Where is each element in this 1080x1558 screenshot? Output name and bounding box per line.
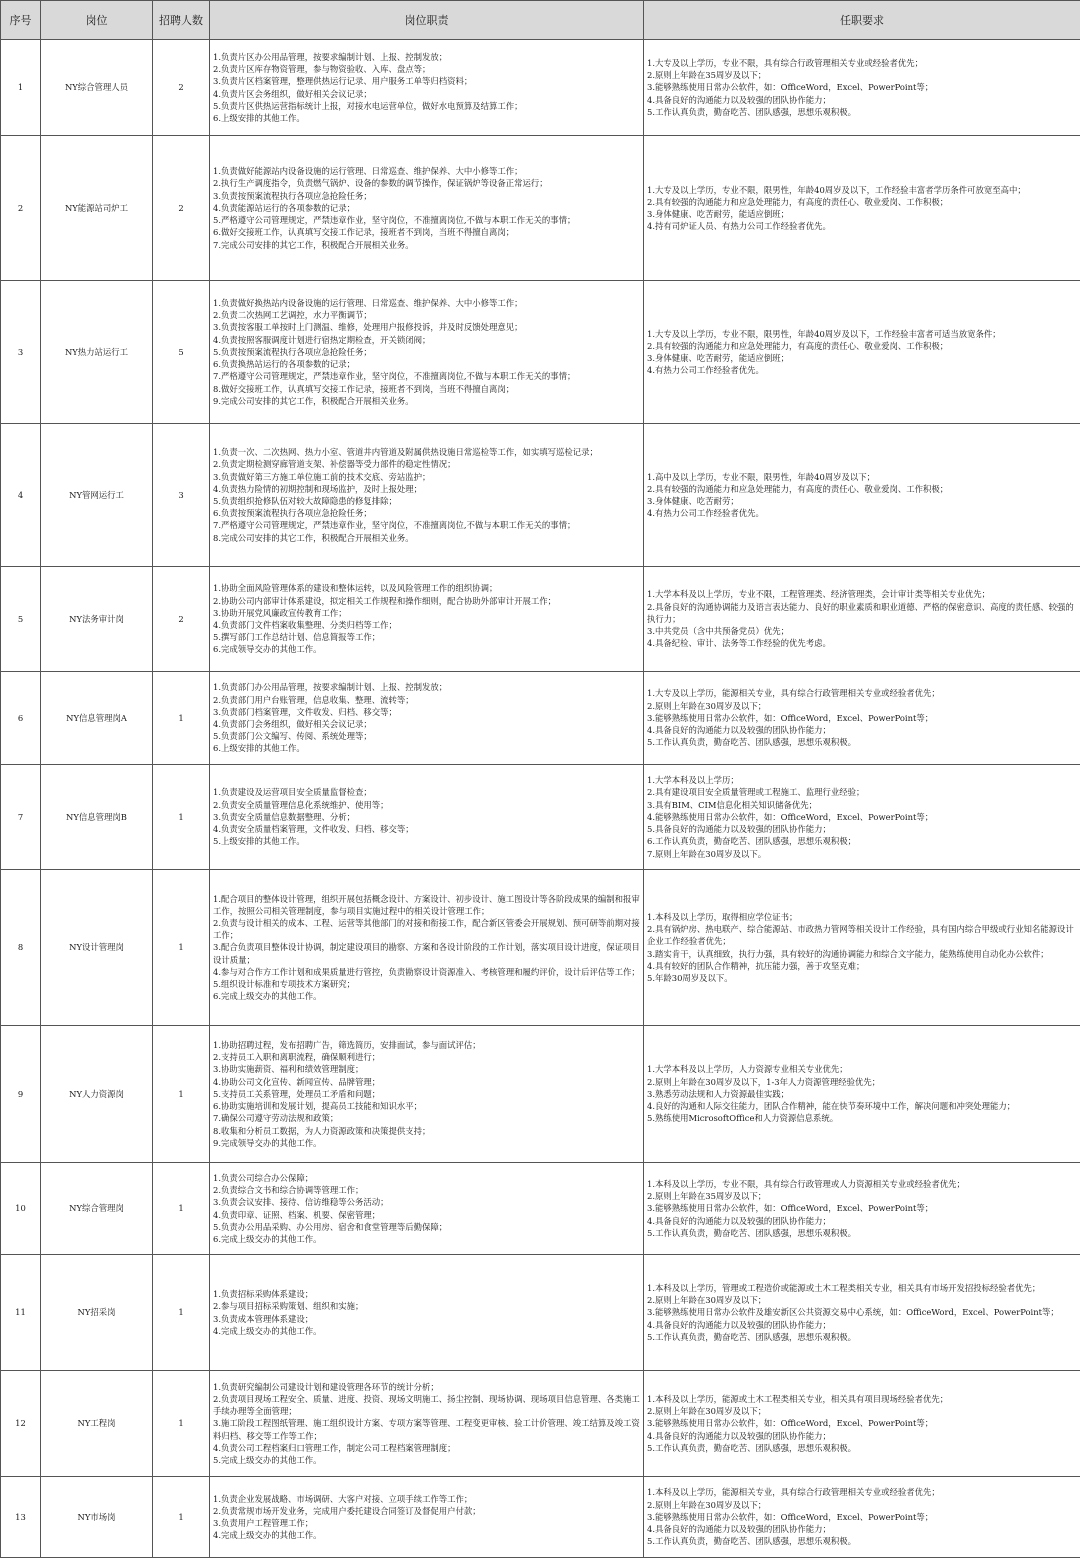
duty-item: 4.完成上级交办的其他工作。 [213,1325,322,1336]
header-duties: 岗位职责 [210,1,644,40]
duty-item: 7.严格遵守公司管理规定，严禁违章作业，坚守岗位，不准擅离岗位,不做与本职工作无关的事情； [213,371,576,382]
duty-item: 6.负责按预案流程执行各项应急抢险任务； [213,508,372,519]
requirement-item: 2.原则上年龄在30周岁及以下； [647,1295,767,1306]
requirements-cell [644,136,1080,281]
duty-item: 6.负责换热站运行的各项参数的记录； [213,359,355,370]
duty-item: 7.确保公司遵守劳动法规和政策； [213,1113,339,1124]
duty-item: 5.负责组织抢修队伍对较大故障隐患的修复排除； [213,496,397,506]
duties-cell [210,567,644,672]
requirements-cell [644,1255,1080,1371]
duty-item: 2.执行生产调度指令，负责燃气锅炉、设备的参数的调节操作，保证锅炉等设备正常运行； [213,178,548,189]
table-row [1,136,1080,281]
duty-item: 4.负责部门会务组织，做好相关会议记录； [213,719,372,729]
row-number: 10 [1,1163,41,1255]
hire-count: 1 [153,1163,210,1255]
duty-item: 9.完成领导交办的其他工作。 [213,1137,322,1148]
requirement-item: 2.原则上年龄在30周岁及以下，1-3年人力资源管理经验优先； [647,1076,881,1087]
requirement-item: 3.身体健康、吃苦耐劳； [647,496,739,506]
duty-item: 5.组织设计标准和专项技术方案研究； [213,979,355,989]
duty-item: 1.负责研究编制公司建设计划和建设管理各环节的统计分析； [213,1381,439,1392]
duty-item: 4.负责印章、证照、档案、机要、保密管理； [213,1209,381,1220]
duties-cell [210,1477,644,1558]
requirement-item: 1.本科及以上学历，能源相关专业，具有综合行政管理相关专业或经验者优先； [647,1487,940,1498]
header-requirements: 任职要求 [644,1,1080,40]
duty-item: 8.做好交接班工作，认真填写交接工作记录，接班者不到岗，当班不得擅自离岗； [213,383,515,394]
requirement-item: 1.高中及以上学历，专业不限，限男性，年龄40周岁及以下； [647,471,876,482]
duty-item: 7.完成公司安排的其它工作，积极配合开展相关业务。 [213,239,414,250]
duty-item: 1.负责部门办公用品管理，按要求编制计划、上报、控制发放； [213,682,448,693]
duty-item: 3.负责按预案流程执行各项应急抢险任务； [213,190,372,201]
table-body [1,40,1080,1558]
duties-cell [210,281,644,424]
duty-item: 5.负责片区供热运营指标统计上报，对接水电运营单位，做好水电预算及结算工作； [213,100,523,111]
duty-item: 3.配合负责项目整体设计协调，制定建设项目的勘察、方案和各设计阶段的工作计划，落实项目设计进度，保证项目设计质量； [213,942,640,965]
requirements-cell [644,281,1080,424]
duty-item: 2.负责定期检测穿廊管道支架、补偿器等受力部件的稳定性情况； [213,459,456,470]
requirement-item: 4.具备良好的沟通能力以及较强的团队协作能力； [647,1524,831,1535]
requirements-cell [644,424,1080,567]
requirements-cell [644,1163,1080,1255]
duty-item: 4.负责公司工程档案归口管理工作，制定公司工程档案管理制度； [213,1442,456,1453]
duty-item: 2.负责常规市场开发业务，完成用户委托建设合同签订及督促用户付款； [213,1505,481,1516]
duty-item: 1.负责建设及运营项目安全质量监督检查； [213,787,372,798]
table-row [1,672,1080,765]
duty-item: 3.负责做好第三方施工单位施工前的技术交底、旁站监护； [213,471,431,482]
duties-cell [210,1026,644,1163]
requirement-item: 5.具备良好的沟通能力以及较强的团队协作能力； [647,824,831,835]
requirement-item: 3.能够熟练使用日常办公软件及雄安新区公共资源交易中心系统，如：OfficeWord，Excel、PowerPoint等； [647,1307,1059,1318]
duty-item: 2.协助公司内部审计体系建设，拟定相关工作规程和操作细则，配合协助外部审计开展工作； [213,595,556,606]
hire-count: 2 [153,40,210,136]
requirement-item: 3.身体健康、吃苦耐劳，能适应倒班； [647,353,789,363]
duty-item: 4.负责按照客服调度计划进行宿热定期检查，开关锁闭阀； [213,334,431,345]
duty-item: 4.负责安全质量档案管理，文件收发、归档、移交等； [213,824,414,835]
duty-item: 6.上级安排的其他工作。 [213,112,305,123]
requirement-item: 4.具备纪检、审计、法务等工作经验的优先考虑。 [647,638,831,649]
requirement-item: 4.具备良好的沟通能力以及较强的团队协作能力； [647,1215,831,1226]
duty-item: 3.负责片区档案管理，整理供热运行记录、用户服务工单等归档资料； [213,76,473,87]
duty-item: 9.完成公司安排的其它工作，积极配合开展相关业务。 [213,395,414,406]
duty-item: 3.负责部门档案管理，文件收发、归档、移交等； [213,706,397,717]
row-number: 12 [1,1371,41,1477]
requirements-cell [644,1477,1080,1558]
position-name: NY信息管理岗B [41,765,153,870]
requirement-item: 5.工作认真负责，勤奋吃苦、团队感强，思想乐观积极。 [647,1331,856,1342]
duty-item: 5.完成上级交办的其他工作。 [213,1455,322,1465]
hire-count: 5 [153,281,210,424]
requirement-item: 4.良好的沟通和人际交往能力，团队合作精神，能在快节奏环境中工作，解决问题和冲突处理能力； [647,1101,1016,1112]
duty-item: 5.负责部门公文编写、传阅、系统处理等； [213,731,372,742]
duty-item: 1.负责做好换热站内设备设施的运行管理、日常巡查、维护保养、大中小修等工作； [213,298,523,309]
row-number: 8 [1,870,41,1026]
requirement-item: 5.工作认真负责，勤奋吃苦、团队感强，思想乐观积极。 [647,1536,856,1547]
hire-count: 1 [153,765,210,870]
table-row [1,1371,1080,1477]
duty-item: 5.严格遵守公司管理规定，严禁违章作业，坚守岗位，不准擅离岗位,不做与本职工作无关的事情； [213,215,576,226]
requirement-item: 2.具备良好的沟通协调能力及语言表达能力、良好的职业素质和职业道德、严格的保密意识、高度的责任感、较强的执行力； [647,601,1074,624]
requirement-item: 5.工作认真负责，勤奋吃苦、团队感强，思想乐观积极。 [647,1442,856,1453]
requirements-cell [644,1026,1080,1163]
position-name: NY市场岗 [41,1477,153,1558]
requirement-item: 3.能够熟练使用日常办公软件，如：OfficeWord，Excel、PowerPoint等； [647,1203,934,1214]
duty-item: 1.负责片区办公用品管理，按要求编制计划、上报、控制发放； [213,51,448,62]
hire-count: 3 [153,424,210,567]
duty-item: 3.施工阶段工程图纸管理、施工组织设计方案、专项方案等管理、工程变更审核、验工计价管理、竣工结算及竣工资料归档、移交等工作等工作； [213,1418,640,1441]
requirement-item: 1.本科及以上学历，能源或土木工程类相关专业，相关具有项目现场经验者优先； [647,1393,949,1404]
requirement-item: 4.有热力公司工作经验者优先。 [647,365,764,376]
duty-item: 6.协助实施培训和发展计划，提高员工技能和知识水平； [213,1101,422,1112]
duty-item: 6.做好交接班工作，认真填写交接工作记录，接班者不到岗，当班不得擅自离岗； [213,227,515,238]
requirement-item: 5.工作认真负责，勤奋吃苦、团队感强，思想乐观积极。 [647,1227,856,1238]
duty-item: 1.负责企业发展战略、市场调研、大客户对接、立项手续工作等工作； [213,1493,473,1504]
table-row [1,765,1080,870]
requirements-cell [644,765,1080,870]
duty-item: 2.负责片区库存物资管理，参与物资验收、入库、盘点等； [213,64,431,75]
requirements-cell [644,870,1080,1026]
table-row [1,1026,1080,1163]
position-name: NY工程岗 [41,1371,153,1477]
requirement-item: 1.大学本科及以上学历，人力资源专业相关专业优先； [647,1064,848,1075]
requirement-item: 5.熟练使用MicrosoftOffice和人力资源信息系统。 [647,1113,839,1124]
requirements-cell [644,672,1080,765]
requirement-item: 7.原则上年龄在30周岁及以下。 [647,848,767,859]
position-name: NY综合管理岗 [41,1163,153,1255]
hire-count: 2 [153,567,210,672]
duty-item: 4.负责能源站运行的各项参数的记录； [213,202,355,213]
table-row [1,40,1080,136]
header-no: 序号 [1,1,41,40]
requirement-item: 2.具有建设项目安全质量管理或工程施工、监理行业经验； [647,787,865,798]
duty-item: 2.负责安全质量管理信息化系统维护、使用等； [213,799,389,810]
requirement-item: 1.大学本科及以上学历，专业不限，工程管理类、经济管理类，会计审计类等相关专业优先； [647,589,990,600]
hire-count: 2 [153,136,210,281]
duties-cell [210,424,644,567]
requirement-item: 4.有热力公司工作经验者优先。 [647,508,764,519]
table-row [1,1255,1080,1371]
position-name: NY热力站运行工 [41,281,153,424]
requirement-item: 4.能够熟练使用日常办公软件，如：OfficeWord，Excel、PowerPoint等； [647,811,934,822]
row-number: 11 [1,1255,41,1371]
duty-item: 3.负责成本管理体系建设； [213,1313,314,1324]
duty-item: 4.负责热力险情的初期控制和现场监护，及时上报处理； [213,483,422,494]
requirements-cell [644,567,1080,672]
duty-item: 2.负责综合文书和综合协调等管理工作； [213,1185,364,1196]
requirement-item: 3.能够熟练使用日常办公软件，如：OfficeWord，Excel、PowerPoint等； [647,82,934,93]
requirement-item: 2.原则上年龄在30周岁及以下； [647,1499,767,1510]
duty-item: 4.完成上级交办的其他工作。 [213,1530,322,1541]
duty-item: 2.负责部门用户台账管理，信息收集、整理、流转等； [213,694,414,705]
position-name: NY设计管理岗 [41,870,153,1026]
duty-item: 2.负责项目现场工程安全、质量、进度、投资、现场文明施工、扬尘控制、现场协调、现场项目信息管理、各类施工手续办理等全面管理； [213,1393,640,1417]
requirement-item: 3.踏实肯干，认真细致，执行力强，具有较好的沟通协调能力和综合文字能力，能熟练使用自动化办公软件； [647,948,1049,959]
table-row [1,281,1080,424]
hire-count: 1 [153,870,210,1026]
duty-item: 6.上级安排的其他工作。 [213,743,305,754]
requirement-item: 2.具有锅炉房、热电联产、综合能源站、市政热力管网等相关设计工作经验，具有国内综合甲级或行业知名能源设计企业工作经验者优先； [647,924,1074,947]
requirement-item: 3.中共党员（含中共预备党员）优先； [647,626,789,637]
requirement-item: 3.熟悉劳动法规和人力资源最佳实践； [647,1088,789,1099]
position-name: NY综合管理人员 [41,40,153,136]
header-position: 岗位 [41,1,153,40]
duty-item: 3.协助实施薪资、福利和绩效管理制度； [213,1064,364,1075]
duty-item: 3.负责用户工程管理工作； [213,1518,314,1528]
duties-cell [210,1255,644,1371]
duty-item: 6.完成领导交办的其他工作。 [213,644,322,655]
duty-item: 1.负责做好能源站内设备设施的运行管理、日常巡查、维护保养、大中小修等工作； [213,166,523,177]
requirement-item: 1.本科及以上学历，取得相应学位证书； [647,911,798,922]
duties-cell [210,870,644,1026]
requirement-item: 2.具有较强的沟通能力和应急处理能力，有高度的责任心、敬业爱岗、工作积极； [647,340,949,351]
requirement-item: 2.原则上年龄在35周岁及以下； [647,1191,767,1202]
duty-item: 5.负责办公用品采购、办公用房、宿舍和食堂管理等后勤保障； [213,1221,448,1232]
row-number: 3 [1,281,41,424]
header-count: 招聘人数 [153,1,210,40]
duty-item: 2.负责二次热网工艺调控，水力平衡调节； [213,310,372,321]
duty-item: 3.负责会议安排、接待、信访维稳等公务活动； [213,1197,389,1208]
table-row [1,567,1080,672]
row-number: 6 [1,672,41,765]
position-name: NY法务审计岗 [41,567,153,672]
hire-count: 1 [153,672,210,765]
duty-item: 2.负责与设计相关的成本、工程、运营等其他部门的对接和衔接工作，配合新区管委会开展规划、预可研等前期对接工作； [213,917,640,941]
requirement-item: 3.能够熟练使用日常办公软件，如：OfficeWord，Excel、PowerPoint等； [647,1511,934,1522]
requirement-item: 5.工作认真负责，勤奋吃苦、团队感强，思想乐观积极。 [647,737,856,748]
duty-item: 4.参与对合作方工作计划和成果质量进行管控，负责勘察设计资源准入、考核管理和履约评价，设计后评估等工作； [213,966,640,977]
requirement-item: 4.具备良好的沟通能力以及较强的团队协作能力； [647,94,831,105]
position-name: NY人力资源岗 [41,1026,153,1163]
requirement-item: 2.具有较强的沟通能力和应急处理能力，有高度的责任心、敬业爱岗、工作积极； [647,196,949,207]
duty-item: 6.完成上级交办的其他工作。 [213,991,322,1002]
hire-count: 1 [153,1255,210,1371]
row-number: 9 [1,1026,41,1163]
row-number: 5 [1,567,41,672]
duty-item: 4.负责片区会务组织，做好相关会议记录； [213,88,372,99]
hire-count: 1 [153,1026,210,1163]
requirement-item: 3.能够熟练使用日常办公软件，如：OfficeWord，Excel、PowerPoint等； [647,1418,934,1429]
requirement-item: 4.持有司炉证人员、有热力公司工作经验者优先。 [647,221,831,232]
duties-cell [210,40,644,136]
duty-item: 5.支持员工关系管理，处理员工矛盾和问题； [213,1088,381,1099]
duties-cell [210,765,644,870]
duty-item: 1.负责公司综合办公保障； [213,1172,314,1183]
duty-item: 3.协助开展党风廉政宣传教育工作； [213,607,347,618]
requirements-cell [644,1371,1080,1477]
requirement-item: 5.工作认真负责，勤奋吃苦、团队感强，思想乐观积极。 [647,106,856,117]
duty-item: 5.撰写部门工作总结计划、信息简报等工作； [213,632,381,643]
duty-item: 5.上级安排的其他工作。 [213,836,305,847]
position-name: NY信息管理岗A [41,672,153,765]
duty-item: 1.配合项目的整体设计管理，组织开展包括概念设计、方案设计、初步设计、施工图设计等各阶段成果的编制和报审工作，按照公司相关管理制度，参与项目实施过程中的相关设计管理工作； [213,893,640,916]
requirement-item: 1.大学本科及以上学历； [647,775,739,786]
requirement-item: 3.身体健康、吃苦耐劳，能适应倒班； [647,209,789,219]
duty-item: 1.负责一次、二次热网、热力小室、管道井内管道及附属供热设施日常巡检等工作，如实填写巡检记录； [213,447,598,458]
duties-cell [210,1163,644,1255]
duty-item: 3.负责按客服工单按时上门测温、维修，处理用户报修投诉，并及时反馈处理意见； [213,322,523,333]
duty-item: 4.协助公司文化宣传、新闻宣传、品牌管理； [213,1076,381,1087]
requirement-item: 1.大专及以上学历，专业不限，具有综合行政管理相关专业或经验者优先； [647,57,923,68]
header-row [1,1,1080,40]
duty-item: 8.收集和分析员工数据，为人力资源政策和决策提供支持； [213,1125,431,1136]
hire-count: 1 [153,1477,210,1558]
duty-item: 1.协助招聘过程，发布招聘广告，筛选简历，安排面试，参与面试评估； [213,1040,481,1051]
requirement-item: 4.具备良好的沟通能力以及较强的团队协作能力； [647,725,831,736]
duty-item: 2.参与项目招标采购策划、组织和实施； [213,1301,364,1312]
table-row [1,424,1080,567]
requirement-item: 5.年龄30周岁及以下。 [647,972,733,983]
table-row [1,870,1080,1026]
hire-count: 1 [153,1371,210,1477]
row-number: 4 [1,424,41,567]
row-number: 13 [1,1477,41,1558]
duty-item: 8.完成公司安排的其它工作，积极配合开展相关业务。 [213,532,414,543]
position-name: NY能源站司炉工 [41,136,153,281]
requirement-item: 1.大专及以上学历，专业不限，限男性，年龄40周岁及以下，工作经验丰富者可适当放宽条件； [647,328,1001,339]
requirement-item: 6.工作认真负责，勤奋吃苦、团队感强，思想乐观积极； [647,836,856,847]
requirement-item: 2.具有较强的沟通能力和应急处理能力，有高度的责任心、敬业爱岗、工作积极； [647,483,949,494]
duty-item: 2.支持员工入职和离职流程，确保顺利进行； [213,1052,381,1063]
duty-item: 1.协助全面风险管理体系的建设和整体运转，以及风险管理工作的组织协调； [213,583,498,594]
table-row [1,1477,1080,1558]
requirement-item: 2.原则上年龄在30周岁及以下； [647,700,767,711]
requirement-item: 1.本科及以上学历，管理或工程造价或能源或土木工程类相关专业，相关具有市场开发招投标经验者优先； [647,1282,1041,1293]
duty-item: 4.负责部门文件档案收集整理、分类归档等工作； [213,620,397,630]
requirement-item: 3.能够熟练使用日常办公软件，如：OfficeWord，Excel、PowerPoint等； [647,712,934,723]
duties-cell [210,136,644,281]
duty-item: 3.负责安全质量信息数据整理、分析； [213,811,355,822]
requirement-item: 3.具有BIM、CIM信息化相关知识储备优先； [647,799,817,810]
duties-cell [210,672,644,765]
requirement-item: 2.原则上年龄在35周岁及以下； [647,70,767,81]
row-number: 1 [1,40,41,136]
requirement-item: 4.具备良好的沟通能力以及较强的团队协作能力； [647,1319,831,1330]
duties-cell [210,1371,644,1477]
requirement-item: 1.大专及以上学历，能源相关专业，具有综合行政管理相关专业或经验者优先； [647,688,940,699]
requirement-item: 4.具有较好的团队合作精神，抗压能力强，善于攻坚克难； [647,960,865,971]
requirements-cell [644,40,1080,136]
requirement-item: 2.原则上年龄在30周岁及以下； [647,1406,767,1417]
row-number: 2 [1,136,41,281]
position-name: NY招采岗 [41,1255,153,1371]
duty-item: 7.严格遵守公司管理规定，严禁违章作业，坚守岗位，不准擅离岗位,不做与本职工作无关的事情； [213,520,576,531]
requirement-item: 4.具备良好的沟通能力以及较强的团队协作能力； [647,1430,831,1441]
duty-item: 1.负责招标采购体系建设； [213,1289,314,1300]
requirement-item: 1.大专及以上学历，专业不限，限男性，年龄40周岁及以下，工作经验丰富者学历条件可放宽至高中； [647,184,1026,195]
position-name: NY管网运行工 [41,424,153,567]
duty-item: 6.完成上级交办的其他工作。 [213,1233,322,1244]
table-row [1,1163,1080,1255]
row-number: 7 [1,765,41,870]
requirement-item: 1.本科及以上学历，专业不限，具有综合行政管理或人力资源相关专业或经验者优先； [647,1178,965,1189]
duty-item: 5.负责按预案流程执行各项应急抢险任务； [213,346,372,357]
